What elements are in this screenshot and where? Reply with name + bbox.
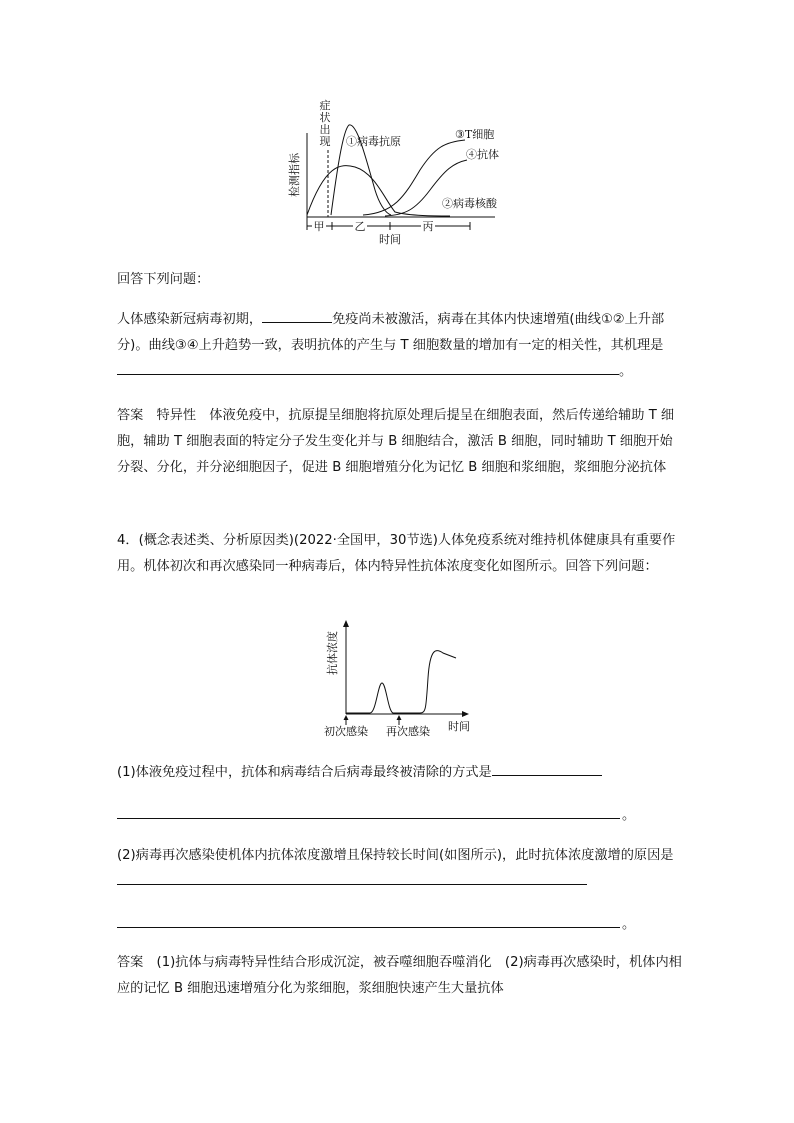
y-axis-label: 检测指标 bbox=[288, 153, 301, 197]
q4-sub1: (1)体液免疫过程中，抗体和病毒结合后病毒最终被清除的方式是 bbox=[117, 760, 683, 786]
symptom-label-3: 出 bbox=[319, 123, 331, 136]
y-axis-label: 抗体浓度 bbox=[326, 631, 339, 675]
antibody-curve bbox=[346, 651, 456, 713]
q3-body: 人体感染新冠病毒初期， 免疫尚未被激活，病毒在其体内快速增殖(曲线①②上升部分)。曲线③④上升趋势一致，表明抗体的产生与 T 细胞数量的增加有一定的相关性，其机理是。 bbox=[117, 307, 683, 385]
stage-a: 甲 bbox=[313, 220, 325, 233]
figure-antibody-concentration bbox=[318, 618, 478, 743]
figure-virus-indicators bbox=[285, 95, 515, 245]
x-axis-label: 时间 bbox=[379, 233, 401, 245]
q4-stem: 4．(概念表述类、分析原因类)(2022·全国甲，30节选)人体免疫系统对维持机体健康具有重要作用。机体初次和再次感染同一种病毒后，体内特异性抗体浓度变化如图所示。回答下列问题： bbox=[117, 533, 676, 574]
label-curve-2: ②病毒核酸 bbox=[442, 197, 497, 210]
label-curve-1: ①病毒抗原 bbox=[346, 135, 401, 148]
q4-sub2-blank[interactable] bbox=[117, 870, 587, 885]
x-axis-label: 时间 bbox=[448, 720, 470, 733]
second-infection-label: 再次感染 bbox=[386, 725, 430, 738]
q4-sub2-period: 。 bbox=[622, 917, 636, 932]
label-curve-3: ③T细胞 bbox=[455, 128, 495, 141]
q4-answer: 答案 (1)抗体与病毒特异性结合形成沉淀，被吞噬细胞吞噬消化 (2)病毒再次感染时，机体内相应的记忆 B 细胞迅速增殖分化为浆细胞，浆细胞快速产生大量抗体 bbox=[117, 955, 682, 996]
q3-blank-2[interactable] bbox=[117, 360, 619, 375]
symptom-label-4: 现 bbox=[319, 135, 331, 148]
symptom-label-2: 状 bbox=[319, 111, 331, 124]
stage-b: 乙 bbox=[354, 220, 366, 233]
label-curve-4: ④抗体 bbox=[466, 148, 499, 161]
first-infection-label: 初次感染 bbox=[324, 725, 368, 738]
q4-sub1-answer-line[interactable] bbox=[117, 818, 620, 819]
q4-sub1-blank[interactable] bbox=[492, 761, 602, 776]
q3-prompt: 回答下列问题： bbox=[117, 272, 210, 287]
q3-answer: 答案 特异性 体液免疫中，抗原提呈细胞将抗原处理后提呈在细胞表面，然后传递给辅助 T 细胞，辅助 T 细胞表面的特定分子发生变化并与 B 细胞结合，激活 B 细胞，同时辅助 T 细胞开始分裂、分化，并分泌细胞因子，促进 B 细胞增殖分化为记忆 B 细胞和浆细胞，浆细胞分泌抗体 bbox=[117, 408, 675, 475]
stage-c: 丙 bbox=[422, 220, 434, 233]
q4-sub1-period: 。 bbox=[622, 808, 636, 823]
q4-sub2: (2)病毒再次感染使机体内抗体浓度激增且保持较长时间(如图所示)，此时抗体浓度激增的原因是 bbox=[117, 843, 683, 895]
q3-blank-1[interactable] bbox=[262, 308, 332, 323]
symptom-label-1: 症 bbox=[319, 99, 331, 112]
q4-sub2-answer-line[interactable] bbox=[117, 927, 620, 928]
